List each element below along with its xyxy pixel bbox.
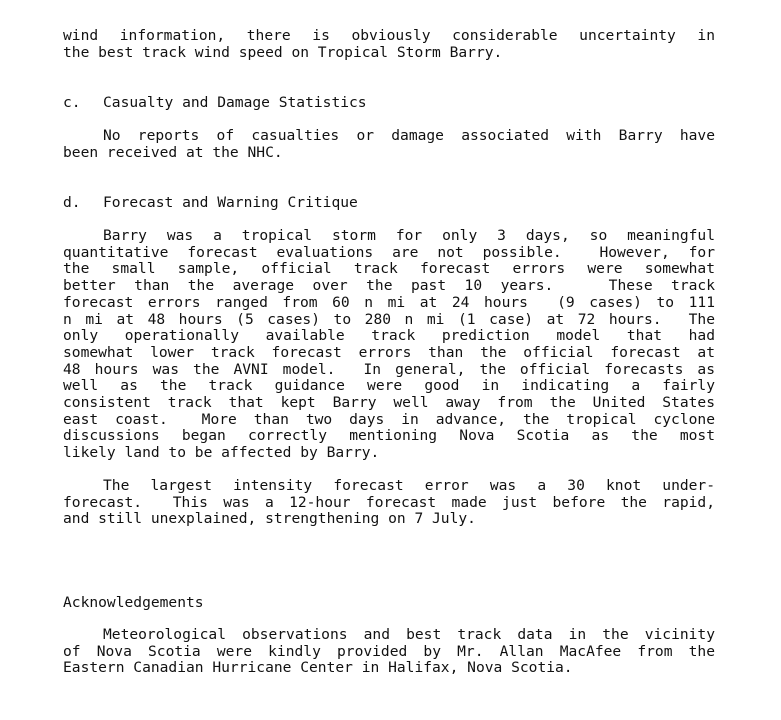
- section-d-p1-line-4: better than the average over the past 10 years. These track: [63, 277, 715, 295]
- section-d-p1-line-9: 48 hours was the AVNI model. In general, the official forecasts as: [63, 360, 715, 378]
- section-d-p1-line-2: quantitative forecast evaluations are not possible. However, for: [63, 243, 715, 261]
- section-d-p1-line-10: well as the track guidance were good in indicating a fairly: [63, 377, 715, 395]
- section-d-p1-line-12: east coast. More than two days in advance, the tropical cyclone: [63, 410, 715, 428]
- section-d-p1-line-1: Barry was a tropical storm for only 3 days, so meaningful: [103, 227, 715, 244]
- section-d-p1-line-3: the small sample, official track forecast errors were somewhat: [63, 260, 715, 278]
- section-d-p1-line-5: forecast errors ranged from 60 n mi at 24 hours (9 cases) to 111: [63, 293, 715, 311]
- section-d-title: Forecast and Warning Critique: [103, 194, 358, 211]
- section-d-p2-line-1: The largest intensity forecast error was a 30 knot under-: [103, 477, 715, 494]
- section-d-p1-line-14: likely land to be affected by Barry.: [63, 444, 380, 462]
- section-d-p2-line-3: and still unexplained, strengthening on 7 July.: [63, 510, 476, 528]
- section-d-heading: [63, 195, 358, 212]
- section-d-p1-line-11: consistent track that kept Barry well away from the United States: [63, 394, 715, 411]
- section-d-p1-line-7: only operationally available track prediction model that had: [63, 327, 715, 345]
- acknowledgements-line-2: of Nova Scotia were kindly provided by Mr. Allan MacAfee from the: [63, 642, 715, 660]
- section-c-line-1: No reports of casualties or damage associated with Barry have: [103, 127, 715, 144]
- section-c-line-2: been received at the NHC.: [63, 144, 283, 161]
- acknowledgements-heading: Acknowledgements: [63, 594, 204, 611]
- intro-line-1: wind information, there is obviously considerable uncertainty in: [63, 27, 715, 44]
- section-c-heading: [63, 95, 367, 112]
- section-d-p1-line-6: n mi at 48 hours (5 cases) to 280 n mi (1 case) at 72 hours. The: [63, 310, 715, 328]
- acknowledgements-line-1: Meteorological observations and best track data in the vicinity: [103, 626, 715, 643]
- intro-line-2: the best track wind speed on Tropical Storm Barry.: [63, 44, 503, 61]
- section-d-p2-line-2: forecast. This was a 12-hour forecast made just before the rapid,: [63, 493, 715, 511]
- section-d-p1-line-13: discussions began correctly mentioning Nova Scotia as the most: [63, 427, 715, 445]
- section-c-letter: c.: [63, 94, 81, 111]
- section-d-letter: d.: [63, 194, 81, 211]
- acknowledgements-line-3: Eastern Canadian Hurricane Center in Halifax, Nova Scotia.: [63, 659, 573, 677]
- section-d-p1-line-8: somewhat lower track forecast errors than the official forecast at: [63, 343, 715, 361]
- section-c-title: Casualty and Damage Statistics: [103, 94, 367, 111]
